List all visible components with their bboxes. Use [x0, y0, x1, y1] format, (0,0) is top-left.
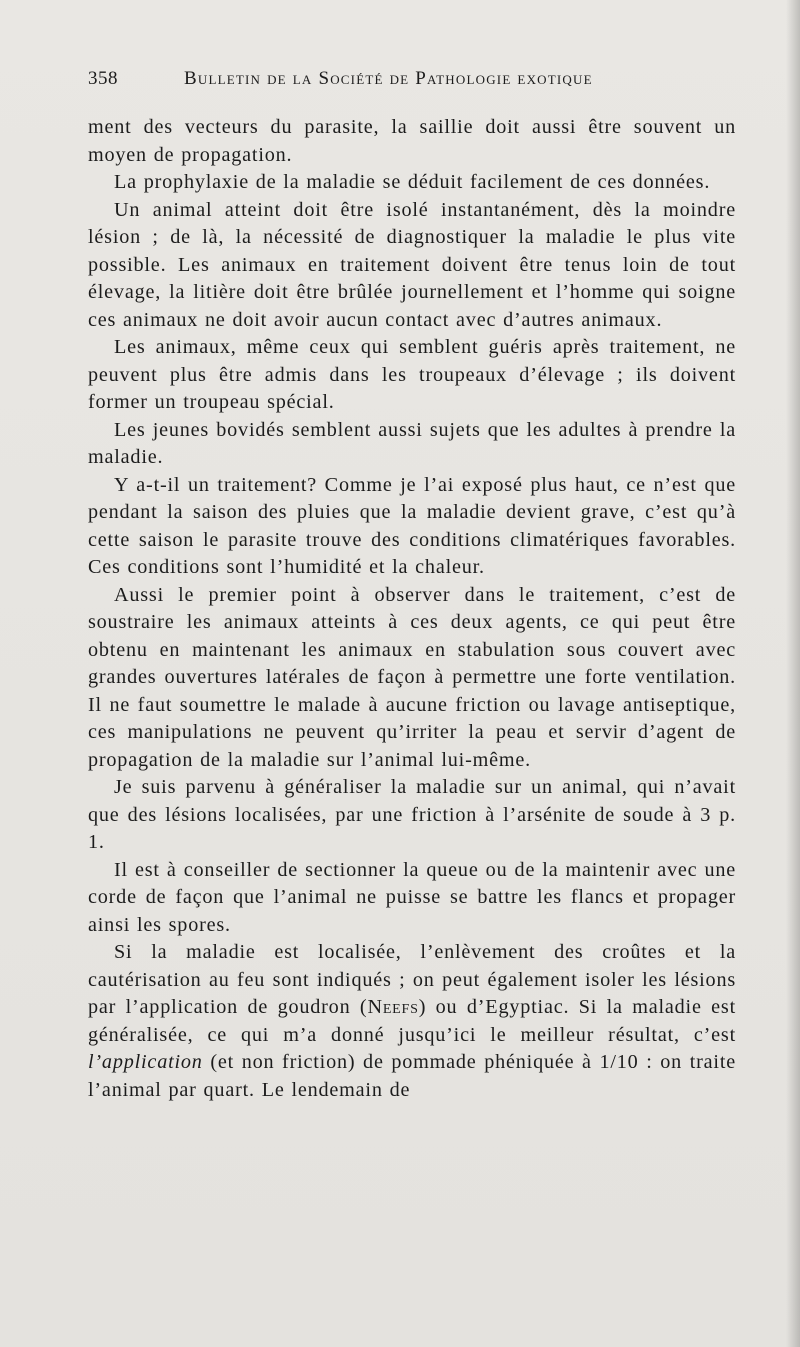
page-header: [88, 68, 740, 98]
paragraph: Il est à conseiller de sectionner la queue ou de la maintenir avec une corde de façon que l’animal ne puisse se battre les flancs et propager ainsi les spores.: [88, 858, 736, 936]
text-span: Si la maladie est localisée, l’enlèvement des croûtes et la cautérisation au feu sont indiqués ; on peut également isoler les lésions par l’application de goudron (: [88, 941, 736, 1018]
emphasis-text: l’application: [88, 1051, 203, 1073]
author-name: Neefs: [367, 996, 419, 1018]
paragraph: Un animal atteint doit être isolé instantanément, dès la moindre lésion ; de là, la nécessité de diagnostiquer la maladie le plus vite possible. Les animaux en traitement doivent être tenus loin de tout élevage, la litière doit être brûlée journellement et l’homme qui soigne ces animaux ne doit avoir aucun contact avec d’autres animaux.: [88, 198, 736, 331]
text-span: (et non friction) de pommade phéniquée à 1/10 : on traite l’animal par quart. Le lendemain de: [88, 1051, 736, 1101]
running-title: Bulletin de la Société de Pathologie exotique: [184, 68, 593, 89]
paragraph: La prophylaxie de la maladie se déduit facilement de ces données.: [114, 171, 711, 193]
paragraph: Aussi le premier point à observer dans le traitement, c’est de soustraire les animaux atteints à ces deux agents, ce qui peut être obtenu en maintenant les animaux en stabulation sous couvert avec grandes ouvertures latérales de façon à permettre une forte ventilation. Il ne faut soumettre le malade à aucune friction ou lavage antiseptique, ces manipulations ne peuvent qu’irriter la peau et servir d’agent de propagation de la maladie sur l’animal lui-même.: [88, 583, 736, 771]
page-number: 358: [88, 68, 118, 89]
paragraph: Les animaux, même ceux qui semblent guéris après traitement, ne peuvent plus être admis dans les troupeaux d’élevage ; ils doivent former un troupeau spécial.: [88, 336, 736, 413]
page-edge-shadow: [786, 0, 800, 1347]
text-span: ) ou d’Egyptiac. Si la maladie est généralisée, ce qui m’a donné jusqu’ici le meilleur résultat, c’est: [88, 996, 736, 1046]
body-text: [88, 114, 736, 1104]
paragraph: Y a-t-il un traitement? Comme je l’ai exposé plus haut, ce n’est que pendant la saison des pluies que la maladie devient grave, c’est qu’à cette saison le parasite trouve des conditions climatériques favorables. Ces conditions sont l’humidité et la chaleur.: [88, 473, 736, 578]
paragraph: ment des vecteurs du parasite, la saillie doit aussi être souvent un moyen de propagation.: [88, 116, 736, 166]
paragraph: Les jeunes bovidés semblent aussi sujets que les adultes à prendre la maladie.: [88, 418, 736, 468]
paragraph: Je suis parvenu à généraliser la maladie sur un animal, qui n’avait que des lésions localisées, par une friction à l’arsénite de soude à 3 p. 1.: [88, 776, 736, 853]
paragraph-last: [88, 939, 736, 1104]
